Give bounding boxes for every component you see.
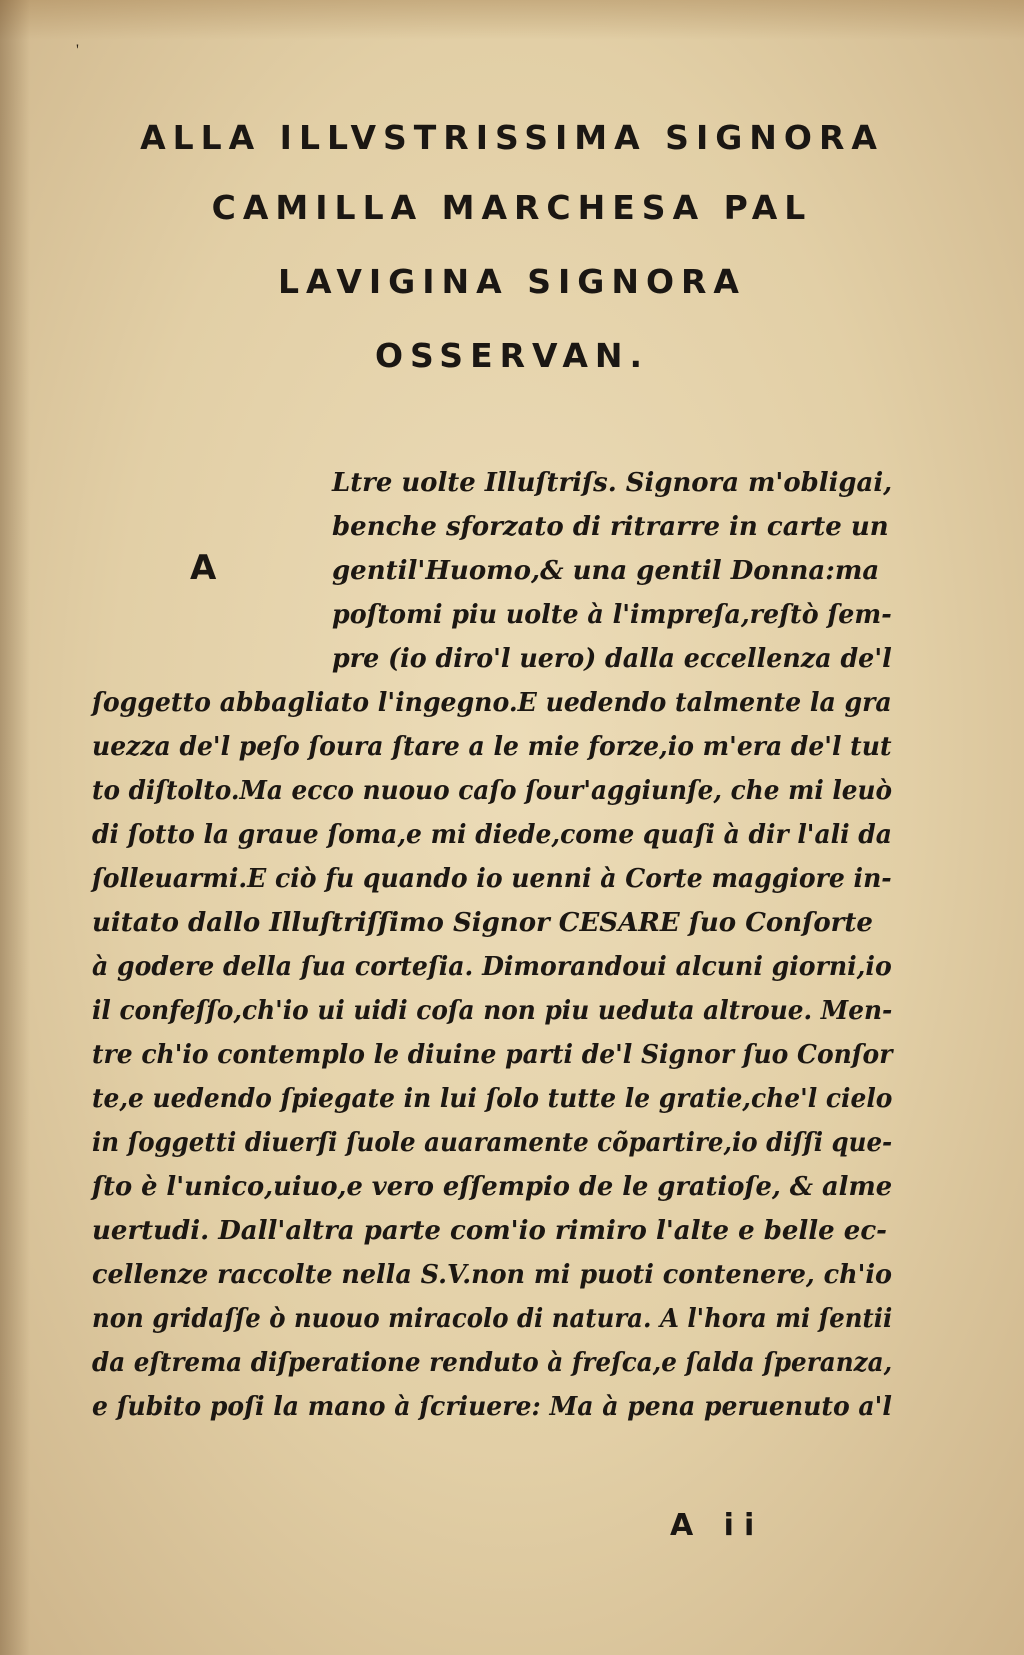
text-line: poſtomi piu uolte à l'impreſa,reſtò ſem‑	[332, 600, 892, 630]
ink-mark: '	[76, 42, 79, 59]
text-line: ſoggetto abbagliato l'ingegno.E uedendo talmente la gra	[92, 688, 892, 718]
heading-line-3: LAVIGINA SIGNORA	[278, 262, 746, 301]
text-line: to diſtolto.Ma ecco nuouo caſo ſour'aggiunſe, che mi leuò	[92, 776, 893, 806]
text-line: uezza de'l peſo ſoura ſtare a le mie forze,io m'era de'l tut	[92, 732, 892, 762]
text-line: e ſubito poſi la mano à ſcriuere: Ma à pena peruenuto a'l	[92, 1392, 892, 1422]
signature-mark: A ii	[670, 1508, 765, 1543]
text-line: uitato dallo Illuſtriſſimo Signor CESARE ſuo Conſorte	[92, 908, 873, 938]
text-line: ſto è l'unico,uiuo,e vero eſſempio de le gratioſe, & alme	[92, 1172, 893, 1202]
text-line: gentil'Huomo,& una gentil Donna:ma	[332, 556, 880, 586]
text-line: di ſotto la graue ſoma,e mi diede,come quaſi à dir l'ali da	[92, 820, 892, 850]
text-line: da eſtrema diſperatione renduto à freſca,e ſalda ſperanza,	[92, 1348, 893, 1378]
binding-shadow	[0, 0, 30, 1655]
text-line: ſolleuarmi.E ciò fu quando io uenni à Corte maggiore in‑	[92, 864, 892, 894]
text-line: te,e uedendo ſpiegate in lui ſolo tutte le gratie,che'l cielo	[92, 1084, 893, 1114]
heading-line-4: OSSERVAN.	[374, 336, 650, 375]
text-line: non gridaſſe ò nuouo miracolo di natura. A l'hora mi ſentii	[92, 1304, 893, 1334]
text-line: à godere della ſua corteſia. Dimorandoui alcuni giorni,io	[92, 952, 892, 982]
text-line: Ltre uolte Illuſtriſs. Signora m'obligai,	[332, 468, 893, 498]
text-line: il confeſſo,ch'io ui uidi coſa non piu ueduta altroue. Men‑	[92, 996, 893, 1026]
paper-stain	[0, 0, 1024, 40]
text-line: uertudi. Dall'altra parte com'io rimiro l'alte e belle ec‑	[92, 1216, 887, 1246]
heading-line-1: ALLA ILLVSTRISSIMA SIGNORA	[140, 118, 884, 157]
text-line: benche sforzato di ritrarre in carte un	[332, 512, 889, 542]
heading-line-2: CAMILLA MARCHESA PAL	[211, 188, 813, 227]
drop-initial: A	[190, 548, 217, 588]
text-line: pre (io diro'l uero) dalla eccellenza de'l	[332, 644, 892, 674]
text-line: tre ch'io contemplo le diuine parti de'l Signor ſuo Conſor	[92, 1040, 893, 1070]
text-line: cellenze raccolte nella S.V.non mi puoti contenere, ch'io	[92, 1260, 892, 1290]
text-line: in ſoggetti diuerſi ſuole auaramente cõpartire,io diſſi que‑	[92, 1128, 893, 1158]
